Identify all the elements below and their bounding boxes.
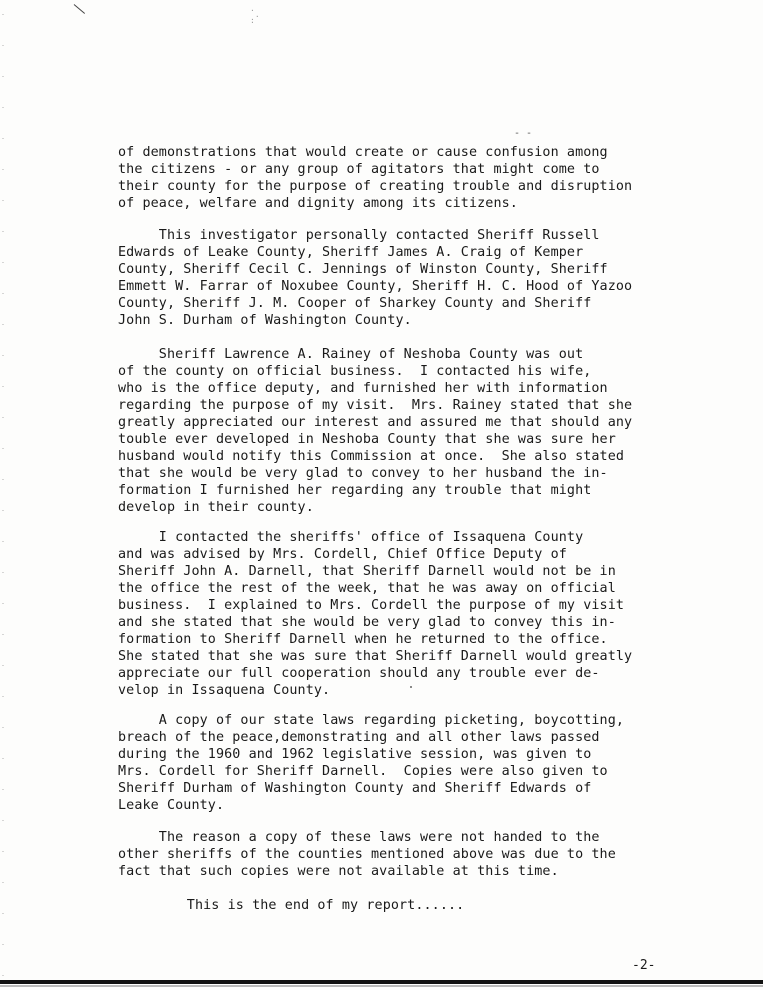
report-line: that she would be very glad to convey to her husband the in- xyxy=(118,466,608,481)
report-line: Sheriff Durham of Washington County and Sheriff Edwards of xyxy=(118,781,592,796)
report-line: who is the office deputy, and furnished her with information xyxy=(118,381,608,396)
report-line: touble ever developed in Neshoba County that she was sure her xyxy=(118,432,616,447)
report-line: formation I furnished her regarding any trouble that might xyxy=(118,483,592,498)
report-line: greatly appreciated our interest and assured me that should any xyxy=(118,415,633,430)
report-line: and was advised by Mrs. Cordell, Chief Office Deputy of xyxy=(118,547,567,562)
report-line: and she stated that she would be very glad to convey this in- xyxy=(118,615,616,630)
report-line: She stated that she was sure that Sheriff Darnell would greatly xyxy=(118,649,633,664)
report-line: their county for the purpose of creating trouble and disruption xyxy=(118,179,633,194)
report-line: regarding the purpose of my visit. Mrs. Rainey stated that she xyxy=(118,398,633,413)
scan-mark: - - xyxy=(514,128,533,139)
report-line: of demonstrations that would create or cause confusion among xyxy=(118,145,608,160)
report-line: County, Sheriff J. M. Cooper of Sharkey County and Sheriff xyxy=(118,296,592,311)
report-line: This investigator personally contacted Sheriff Russell xyxy=(118,228,600,243)
report-line: formation to Sheriff Darnell when he returned to the office. xyxy=(118,632,608,647)
report-line: A copy of our state laws regarding picketing, boycotting, xyxy=(118,713,625,728)
report-line: velop in Issaquena County. xyxy=(118,683,331,698)
report-line: of the county on official business. I contacted his wife, xyxy=(118,364,592,379)
report-line: the citizens - or any group of agitators that might come to xyxy=(118,162,600,177)
report-line: Sheriff Lawrence A. Rainey of Neshoba County was out xyxy=(118,347,584,362)
report-line: Sheriff John A. Darnell, that Sheriff Darnell would not be in xyxy=(118,564,616,579)
report-line: during the 1960 and 1962 legislative session, was given to xyxy=(118,747,592,762)
report-line: County, Sheriff Cecil C. Jennings of Winston County, Sheriff xyxy=(118,262,608,277)
page-bottom-edge xyxy=(0,980,763,984)
report-line: Mrs. Cordell for Sheriff Darnell. Copies were also given to xyxy=(118,764,608,779)
report-line: business. I explained to Mrs. Cordell the purpose of my visit xyxy=(118,598,625,613)
report-line: The reason a copy of these laws were not handed to the xyxy=(118,830,600,845)
report-line: husband would notify this Commission at once. She also stated xyxy=(118,449,625,464)
report-line: Emmett W. Farrar of Noxubee County, Sheriff H. C. Hood of Yazoo xyxy=(118,279,633,294)
report-line: fact that such copies were not available at this time. xyxy=(118,864,559,879)
scan-top-dots: . . : xyxy=(250,4,260,25)
report-line: appreciate our full cooperation should any trouble ever de- xyxy=(118,666,600,681)
report-line: the office the rest of the week, that he was away on official xyxy=(118,581,616,596)
scan-edge-speckle xyxy=(2,0,4,990)
report-line: other sheriffs of the counties mentioned above was due to the xyxy=(118,847,616,862)
scan-stray-dot xyxy=(410,686,412,688)
report-line: Leake County. xyxy=(118,798,225,813)
page-number: -2- xyxy=(632,958,656,973)
report-line: John S. Durham of Washington County. xyxy=(118,313,412,328)
page-bottom-edge-shadow xyxy=(0,985,763,987)
report-line: develop in their county. xyxy=(118,500,314,515)
scan-corner-mark xyxy=(74,4,85,14)
report-line: breach of the peace,demonstrating and all other laws passed xyxy=(118,730,600,745)
report-line: of peace, welfare and dignity among its citizens. xyxy=(118,196,518,211)
report-line: I contacted the sheriffs' office of Issaquena County xyxy=(118,530,584,545)
report-closing-line: This is the end of my report...... xyxy=(146,898,465,913)
report-line: Edwards of Leake County, Sheriff James A. Craig of Kemper xyxy=(118,245,584,260)
